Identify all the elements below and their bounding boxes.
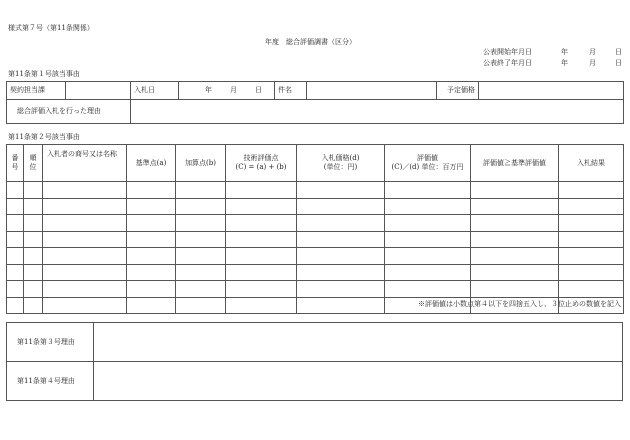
table-cell[interactable]	[176, 248, 226, 265]
table-cell[interactable]	[24, 248, 43, 265]
table-cell[interactable]	[559, 231, 624, 248]
table-cell[interactable]	[297, 231, 385, 248]
table-cell[interactable]	[7, 231, 24, 248]
table-cell[interactable]	[297, 198, 385, 215]
table-cell[interactable]	[127, 215, 176, 232]
contract-section-field[interactable]	[66, 82, 131, 100]
table-cell[interactable]	[297, 297, 385, 314]
header-bid-price: 入札価格(d) (単位：円)	[297, 145, 385, 182]
section2-heading: 第11条第２号該当事由	[8, 133, 80, 141]
table-cell[interactable]	[471, 231, 559, 248]
table-cell[interactable]	[297, 182, 385, 199]
contract-section-label: 契約担当課	[7, 82, 66, 100]
table-cell[interactable]	[127, 182, 176, 199]
table-cell[interactable]	[24, 264, 43, 281]
table-cell[interactable]	[297, 281, 385, 298]
table-row	[7, 231, 624, 248]
table-cell[interactable]	[7, 182, 24, 199]
table-cell[interactable]	[385, 248, 471, 265]
table-cell[interactable]	[176, 198, 226, 215]
evaluation-note: ※評価値は小数点第４以下を四捨五入し、３位止めの数値を記入	[418, 300, 621, 308]
section1-heading: 第11条第１号該当事由	[8, 70, 80, 78]
table-cell[interactable]	[559, 198, 624, 215]
evaluation-table	[6, 144, 624, 314]
table-cell[interactable]	[127, 281, 176, 298]
subject-field[interactable]	[307, 82, 437, 100]
header-rank: 順位	[24, 145, 43, 182]
table-cell[interactable]	[43, 281, 127, 298]
table-row	[7, 198, 624, 215]
table-cell[interactable]	[385, 281, 471, 298]
table-row	[7, 248, 624, 265]
publication-end-date: 公表終了年月日 年 月 日	[483, 59, 622, 67]
header-added-points: 加算点(b)	[176, 145, 226, 182]
bid-date-field[interactable]: 年 月 日	[179, 82, 275, 100]
table-cell[interactable]	[7, 264, 24, 281]
table-cell[interactable]	[7, 281, 24, 298]
table-cell[interactable]	[297, 248, 385, 265]
reason-label: 総合評価入札を行った理由	[7, 100, 131, 124]
table-cell[interactable]	[176, 264, 226, 281]
table-cell[interactable]	[24, 198, 43, 215]
table-cell[interactable]	[7, 198, 24, 215]
table-cell[interactable]	[7, 248, 24, 265]
table-cell[interactable]	[226, 297, 297, 314]
table-cell[interactable]	[226, 231, 297, 248]
table-cell[interactable]	[226, 182, 297, 199]
table-cell[interactable]	[471, 215, 559, 232]
table-cell[interactable]	[226, 198, 297, 215]
header-tech-score: 技術評価点 (C) = (a) + (b)	[226, 145, 297, 182]
table-cell[interactable]	[7, 297, 24, 314]
planned-price-label: 予定価格	[437, 82, 479, 100]
table-cell[interactable]	[24, 297, 43, 314]
table-cell[interactable]	[297, 264, 385, 281]
table-cell[interactable]	[24, 231, 43, 248]
table-cell[interactable]	[127, 231, 176, 248]
table-cell[interactable]	[43, 248, 127, 265]
table-cell[interactable]	[385, 182, 471, 199]
table-cell[interactable]	[559, 215, 624, 232]
publication-start-date: 公表開始年月日 年 月 日	[483, 48, 622, 56]
table-cell[interactable]	[471, 281, 559, 298]
table-cell[interactable]	[127, 198, 176, 215]
header-base-points: 基準点(a)	[127, 145, 176, 182]
item4-reason-field[interactable]	[94, 362, 623, 401]
item3-reason-field[interactable]	[94, 323, 623, 362]
table-row	[7, 264, 624, 281]
table-cell[interactable]	[385, 198, 471, 215]
table-cell[interactable]	[471, 264, 559, 281]
form-label: 様式第７号（第11条関係）	[8, 24, 94, 32]
table-row	[7, 281, 624, 298]
planned-price-field[interactable]	[479, 82, 624, 100]
item4-reason-label: 第11条第４号理由	[7, 362, 94, 401]
table-cell[interactable]	[559, 281, 624, 298]
header-comparison: 評価値≧基準評価値	[471, 145, 559, 182]
table-cell[interactable]	[176, 231, 226, 248]
table-cell[interactable]	[7, 215, 24, 232]
table-cell[interactable]	[226, 215, 297, 232]
table-cell[interactable]	[176, 281, 226, 298]
table-cell[interactable]	[471, 198, 559, 215]
table-cell[interactable]	[385, 231, 471, 248]
document-title: 年度 総合評価調書（区分）	[265, 38, 356, 46]
table-cell[interactable]	[43, 215, 127, 232]
table-cell[interactable]	[127, 248, 176, 265]
table-cell[interactable]	[43, 182, 127, 199]
table-cell[interactable]	[385, 264, 471, 281]
table-row	[7, 215, 624, 232]
table-cell[interactable]	[127, 264, 176, 281]
table-cell[interactable]	[385, 215, 471, 232]
table-cell[interactable]	[43, 264, 127, 281]
table-cell[interactable]	[226, 281, 297, 298]
table-cell[interactable]	[43, 297, 127, 314]
table-cell[interactable]	[127, 297, 176, 314]
table-cell[interactable]	[43, 198, 127, 215]
section1-table	[6, 81, 624, 124]
subject-label: 件名	[275, 82, 307, 100]
table-cell[interactable]	[559, 264, 624, 281]
table-cell[interactable]	[24, 215, 43, 232]
bid-date-label: 入札日	[131, 82, 179, 100]
table-cell[interactable]	[559, 182, 624, 199]
table-cell[interactable]	[471, 248, 559, 265]
table-cell[interactable]	[176, 297, 226, 314]
table-cell[interactable]	[176, 182, 226, 199]
table-cell[interactable]	[471, 182, 559, 199]
section3-table	[6, 322, 623, 401]
table-cell[interactable]	[297, 215, 385, 232]
table-cell[interactable]	[226, 248, 297, 265]
item3-reason-label: 第11条第３号理由	[7, 323, 94, 362]
header-number: 番号	[7, 145, 24, 182]
table-cell[interactable]	[43, 231, 127, 248]
table-cell[interactable]	[24, 281, 43, 298]
table-row	[7, 182, 624, 199]
header-eval-value: 評価値 (C)／(d) 単位：百万円	[385, 145, 471, 182]
table-cell[interactable]	[176, 215, 226, 232]
reason-field[interactable]	[131, 100, 624, 124]
table-cell[interactable]	[24, 182, 43, 199]
header-result: 入札結果	[559, 145, 624, 182]
table-cell[interactable]	[226, 264, 297, 281]
table-cell[interactable]	[559, 248, 624, 265]
header-bidder: 入札者の商号又は名称	[43, 145, 127, 182]
